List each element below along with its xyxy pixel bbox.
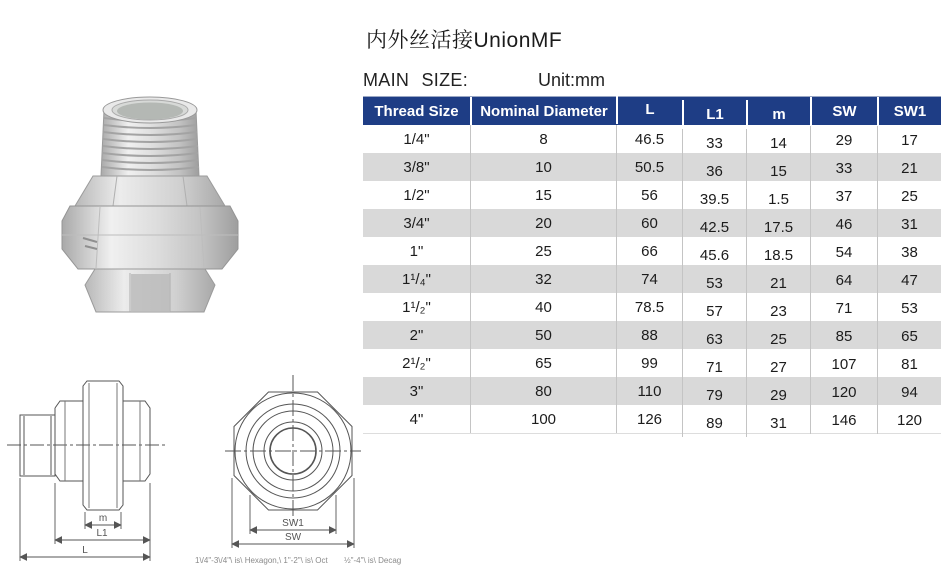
table-cell: 57	[682, 297, 746, 325]
table-cell: 36	[682, 157, 746, 185]
table-cell: 146	[810, 406, 877, 434]
table-row	[363, 377, 941, 405]
table-cell: 17.5	[746, 213, 810, 241]
table-row	[363, 153, 941, 181]
table-cell: 107	[810, 350, 877, 378]
table-cell: 39.5	[682, 185, 746, 213]
header-cell: SW1	[877, 97, 941, 126]
product-photo	[55, 88, 245, 323]
table-row	[363, 321, 941, 349]
main-size-label: MAIN SIZE:	[363, 70, 469, 90]
table-cell: 65	[877, 322, 941, 350]
table-cell: 40	[470, 293, 616, 321]
table-cell: 71	[810, 294, 877, 322]
table-cell: 37	[810, 182, 877, 210]
page-title: 内外丝活接UnionMF	[366, 29, 563, 52]
table-cell: 1.5	[746, 185, 810, 213]
dim-label-l: L	[82, 545, 88, 556]
table-cell: 79	[682, 381, 746, 409]
table-row	[363, 209, 941, 237]
table-cell: 4"	[409, 410, 424, 428]
table-cell: 88	[616, 321, 682, 349]
dim-label-l1: L1	[96, 528, 108, 539]
table-cell: 89	[682, 409, 746, 437]
table-cell: 33	[682, 129, 746, 157]
unit-label: Unit:mm	[538, 70, 605, 90]
table-cell: 120	[810, 378, 877, 406]
table-cell: 45.6	[682, 241, 746, 269]
table-cell: 66	[616, 237, 682, 265]
table-cell: 50.5	[616, 153, 682, 181]
table-cell: 74	[616, 265, 682, 293]
table-cell: 18.5	[746, 241, 810, 269]
drawing-caption	[195, 556, 515, 565]
table-cell: 120	[877, 406, 941, 434]
table-cell: 29	[746, 381, 810, 409]
size-table-head	[363, 96, 941, 125]
dim-label-m: m	[98, 513, 108, 524]
table-cell: 3/8"	[403, 158, 430, 176]
table-cell: 78.5	[616, 293, 682, 321]
table-cell: 81	[877, 350, 941, 378]
dim-label-sw: SW	[284, 532, 302, 543]
table-row	[363, 237, 941, 265]
table-cell: 71	[682, 353, 746, 381]
table-cell: 31	[746, 409, 810, 437]
table-cell: 126	[616, 405, 682, 433]
table-cell: 15	[470, 181, 616, 209]
header-cell: m	[746, 100, 810, 129]
table-row	[363, 349, 941, 377]
table-cell: 25	[877, 182, 941, 210]
size-table	[363, 96, 941, 434]
table-cell: 27	[746, 353, 810, 381]
table-cell: 21	[746, 269, 810, 297]
table-cell: 100	[470, 405, 616, 433]
table-cell: 94	[877, 378, 941, 406]
table-cell: 21	[877, 154, 941, 182]
dim-label-sw1: SW1	[282, 518, 304, 529]
table-cell: 60	[616, 209, 682, 237]
table-cell: 47	[877, 266, 941, 294]
table-cell: 85	[810, 322, 877, 350]
table-cell: 1¹/₄"	[402, 270, 431, 288]
header-cell: L1	[682, 100, 746, 129]
table-row	[363, 405, 941, 433]
table-cell: 25	[470, 237, 616, 265]
header-cell: Nominal Diameter	[470, 97, 616, 126]
front-view-drawing	[205, 373, 380, 568]
table-cell: 10	[470, 153, 616, 181]
table-row	[363, 181, 941, 209]
table-cell: 3/4"	[403, 214, 430, 232]
table-cell: 46	[810, 210, 877, 238]
table-cell: 33	[810, 154, 877, 182]
table-cell: 2"	[409, 326, 424, 344]
table-cell: 20	[470, 209, 616, 237]
caption-decag: ½"-4"\ is\ Decag	[343, 556, 402, 565]
size-table-header	[363, 97, 941, 126]
table-cell: 1"	[409, 242, 424, 260]
table-cell: 63	[682, 325, 746, 353]
table-cell: 80	[470, 377, 616, 405]
table-cell: 54	[810, 238, 877, 266]
table-cell: 53	[682, 269, 746, 297]
table-row	[363, 293, 941, 321]
table-cell: 17	[877, 126, 941, 154]
table-cell: 1¹/₂"	[402, 298, 431, 316]
table-cell: 42.5	[682, 213, 746, 241]
table-cell: 110	[616, 377, 682, 405]
header-cell: SW	[810, 97, 877, 126]
header-cell: L	[616, 95, 682, 124]
table-cell: 99	[616, 349, 682, 377]
table-cell: 65	[470, 349, 616, 377]
table-cell: 29	[810, 126, 877, 154]
table-cell: 2¹/₂"	[402, 354, 431, 372]
table-cell: 46.5	[616, 125, 682, 153]
table-cell: 25	[746, 325, 810, 353]
table-cell: 15	[746, 157, 810, 185]
table-cell: 1/4"	[403, 130, 430, 148]
table-cell: 1/2"	[403, 186, 430, 204]
table-cell: 64	[810, 266, 877, 294]
table-cell: 32	[470, 265, 616, 293]
table-cell: 23	[746, 297, 810, 325]
table-cell: 3"	[409, 382, 424, 400]
table-row	[363, 265, 941, 293]
table-cell: 14	[746, 129, 810, 157]
side-view-drawing	[5, 373, 170, 573]
size-table-body	[363, 125, 941, 433]
caption-hexagon-oct: 1\/4"-3\/4"\ is\ Hexagon,\ 1"-2"\ is\ Oct	[195, 556, 328, 565]
table-cell: 8	[470, 125, 616, 153]
header-cell: Thread Size	[374, 103, 459, 120]
table-cell: 38	[877, 238, 941, 266]
table-row	[363, 125, 941, 153]
table-cell: 50	[470, 321, 616, 349]
table-cell: 31	[877, 210, 941, 238]
table-cell: 53	[877, 294, 941, 322]
table-cell: 56	[616, 181, 682, 209]
